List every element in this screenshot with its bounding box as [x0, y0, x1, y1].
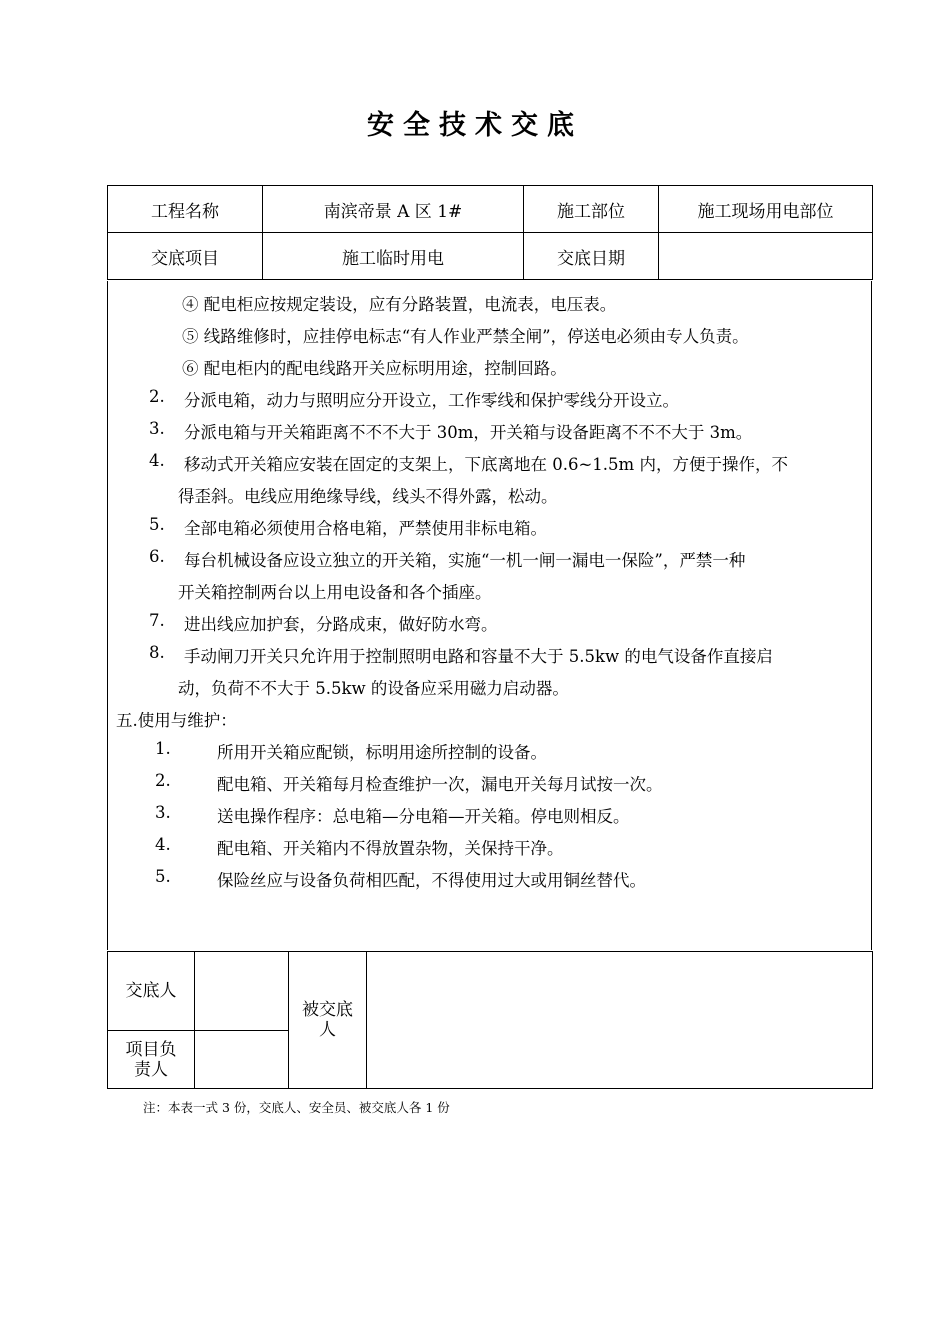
item-text-continued: 动，负荷不不大于 5.5kw 的设备应采用磁力启动器。 — [178, 679, 569, 698]
item-label: 交底项目 — [108, 233, 263, 280]
section-five-title: 五.使用与维护： — [116, 711, 237, 730]
presenter-signature-field[interactable] — [195, 952, 289, 1031]
item-number: 4. — [149, 451, 165, 470]
item-value: 施工临时用电 — [263, 233, 524, 280]
location-label: 施工部位 — [524, 186, 659, 233]
item-number: 6. — [149, 547, 165, 566]
maintenance-number: 3. — [155, 803, 171, 822]
maintenance-number: 4. — [155, 835, 171, 854]
maintenance-number: 2. — [155, 771, 171, 790]
document-title: 安全技术交底 — [367, 110, 583, 141]
date-label: 交底日期 — [524, 233, 659, 280]
footnote: 注：本表一式 3 份，交底人、安全员、被交底人各 1 份 — [143, 1100, 450, 1115]
item-text: 分派电箱，动力与照明应分开设立，工作零线和保护零线分开设立。 — [184, 391, 679, 410]
item-text: 每台机械设备应设立独立的开关箱，实施“一机一闸一漏电一保险”，严禁一种 — [184, 551, 746, 570]
item-text: 分派电箱与开关箱距离不不不大于 30m，开关箱与设备距离不不不大于 3m。 — [184, 423, 753, 442]
maintenance-text: 所用开关箱应配锁，标明用途所控制的设备。 — [217, 743, 547, 762]
receiver-signature-field[interactable] — [367, 952, 873, 1089]
manager-signature-field[interactable] — [195, 1031, 289, 1089]
item-number: 3. — [149, 419, 165, 438]
maintenance-text: 配电箱、开关箱每月检查维护一次，漏电开关每月试按一次。 — [217, 775, 663, 794]
header-table — [107, 185, 873, 280]
maintenance-text: 配电箱、开关箱内不得放置杂物，关保持干净。 — [217, 839, 564, 858]
date-value — [659, 233, 873, 280]
header-row-1 — [108, 186, 873, 233]
item-text: 移动式开关箱应安装在固定的支架上，下底离地在 0.6~1.5m 内，方便于操作，不 — [184, 455, 788, 474]
signature-table — [107, 951, 873, 1089]
item-text-continued: 开关箱控制两台以上用电设备和各个插座。 — [178, 583, 492, 602]
manager-label-line-2: 责人 — [134, 1059, 168, 1080]
item-text-continued: 得歪斜。电线应用绝缘导线，线头不得外露，松动。 — [178, 487, 558, 506]
receiver-label-line-2: 人 — [319, 1020, 336, 1040]
item-number: 8. — [149, 643, 165, 662]
content-box — [107, 281, 872, 950]
receiver-label-line-1: 被交底 — [302, 1000, 353, 1020]
sub-item: ⑤ 线路维修时，应挂停电标志“有人作业严禁全闸”，停送电必须由专人负责。 — [182, 327, 749, 346]
maintenance-text: 送电操作程序：总电箱—分电箱—开关箱。停电则相反。 — [217, 807, 630, 826]
maintenance-number: 1. — [155, 739, 171, 758]
header-row-2 — [108, 233, 873, 280]
item-text: 全部电箱必须使用合格电箱，严禁使用非标电箱。 — [184, 519, 547, 538]
maintenance-number: 5. — [155, 867, 171, 886]
sub-item: ⑥ 配电柜内的配电线路开关应标明用途，控制回路。 — [182, 359, 567, 378]
project-name-label: 工程名称 — [108, 186, 263, 233]
manager-label-line-1: 项目负 — [125, 1039, 177, 1060]
project-name-value: 南滨帝景 A 区 1# — [263, 186, 524, 233]
signature-row-1 — [108, 952, 873, 1031]
maintenance-text: 保险丝应与设备负荷相匹配，不得使用过大或用铜丝替代。 — [217, 871, 646, 890]
location-value: 施工现场用电部位 — [659, 186, 873, 233]
item-number: 7. — [149, 611, 165, 630]
item-number: 2. — [149, 387, 165, 406]
manager-label — [108, 1031, 195, 1089]
item-text: 手动闸刀开关只允许用于控制照明电路和容量不大于 5.5kw 的电气设备作直接启 — [184, 647, 773, 666]
receiver-label — [289, 952, 367, 1089]
item-number: 5. — [149, 515, 165, 534]
item-text: 进出线应加护套，分路成束，做好防水弯。 — [184, 615, 498, 634]
sub-item: ④ 配电柜应按规定装设，应有分路装置，电流表，电压表。 — [182, 295, 617, 314]
presenter-label: 交底人 — [108, 952, 195, 1031]
